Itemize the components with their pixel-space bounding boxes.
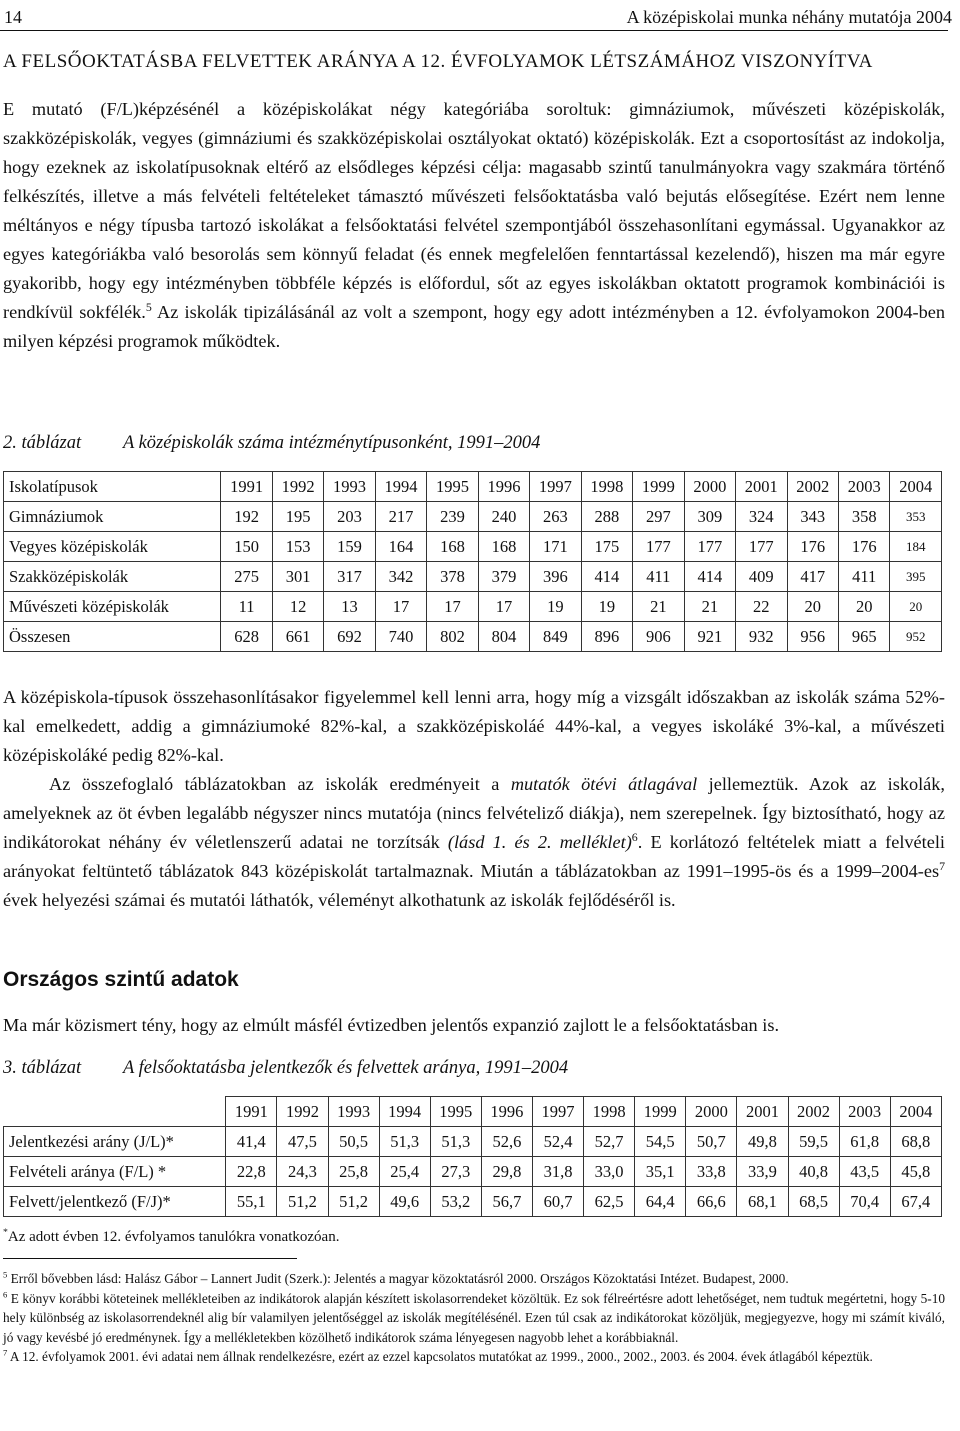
table-cell: 184 (890, 532, 942, 562)
footnote-text: A 12. évfolyamok 2001. évi adatai nem állnak rendelkezésre, ezért az ezzel kapcsolatos mutatókat az 1999., 2000., 2002., 2003. és 2004. évek átlagából képeztük. (9, 1349, 873, 1364)
footnote-number: 6 (3, 1289, 8, 1300)
column-header-year: 1995 (427, 472, 478, 502)
table-cell: 288 (581, 502, 632, 532)
table-cell: 379 (478, 562, 529, 592)
note-text: Az adott évben 12. évfolyamos tanulókra vonatkozóan. (7, 1229, 340, 1245)
column-header-label: Iskolatípusok (4, 472, 221, 502)
row-label: Művészeti középiskolák (4, 592, 221, 622)
table-cell: 51,3 (379, 1127, 430, 1157)
table-row (4, 1127, 942, 1157)
table-cell: 35,1 (635, 1157, 686, 1187)
table-cell: 195 (272, 502, 323, 532)
table-cell: 21 (633, 592, 684, 622)
column-header-year: 1998 (581, 472, 632, 502)
table-cell: 17 (478, 592, 529, 622)
table-cell: 45,8 (890, 1157, 941, 1187)
table-cell: 932 (736, 622, 787, 652)
table-cell: 176 (787, 532, 838, 562)
table-cell: 56,7 (481, 1187, 532, 1217)
footnote-text: Erről bővebben lásd: Halász Gábor – Lannert Judit (Szerk.): Jelentés a magyar közoktatásról 2000. Országos Közoktatási Intézet. Budapest, 2000. (10, 1271, 789, 1286)
emphasis-text: (lásd 1. és 2. melléklet) (447, 832, 632, 852)
column-header-year: 1998 (584, 1097, 635, 1127)
table-cell: 906 (633, 622, 684, 652)
paragraph-text: évek helyezési számai és mutatói láthatók, véleményt alkothatunk az iskolák fejlődéséről is. (3, 890, 676, 910)
table-cell: 849 (530, 622, 581, 652)
table-cell: 19 (581, 592, 632, 622)
footnote-ref-5: 5 (145, 299, 152, 314)
column-header-year: 2002 (787, 472, 838, 502)
table-cell: 66,6 (686, 1187, 737, 1217)
paragraph-summary-tables (3, 770, 945, 915)
table-cell: 51,2 (277, 1187, 328, 1217)
paragraph-text: A középiskola-típusok összehasonlításakor figyelemmel kell lenni arra, hogy míg a vizsgált időszakban az iskolák száma 52%-kal emelkedett, addig a gimnáziumoké 82%-kal, a szakközépiskoláé 44%-kal, a vegyes iskoláké 3%-kal, a művészeti középiskoláké pedig 82%-kal. (3, 687, 945, 765)
column-header-year: 2002 (788, 1097, 839, 1127)
footnote-text: E könyv korábbi köteteinek mellékleteiben az indikátorok alapján készített iskolasorrendeket közöltük. Ez sok félreértésre adott lehetőséget, nem tudtuk megértetni, hogy 5-10 hely különbség az iskolasorrendeknél alig bír valamilyen jelentőséggel az iskolák megítélésénél. Ezen túl csak az indikátorokat közöljük, megjegyezve, hogy mi számít kiváló, jó vagy kevésbé jó eredménynek. Így a mellékletekben közölhető indikátorok száma lényegesen nagyobb lehet a korábbiaknál. (3, 1290, 946, 1345)
table-cell: 68,1 (737, 1187, 788, 1217)
table-cell: 804 (478, 622, 529, 652)
table-cell: 309 (684, 502, 735, 532)
table-row (4, 622, 942, 652)
column-header-year: 1996 (478, 472, 529, 502)
footnote-number: 5 (3, 1269, 8, 1280)
table-cell: 965 (838, 622, 889, 652)
column-header-year: 2004 (890, 1097, 941, 1127)
row-label: Szakközépiskolák (4, 562, 221, 592)
table-header-row (4, 1097, 942, 1127)
column-header-year: 2000 (686, 1097, 737, 1127)
row-label: Jelentkezési arány (J/L)* (4, 1127, 226, 1157)
column-header-year: 1997 (532, 1097, 583, 1127)
table-cell: 240 (478, 502, 529, 532)
table-cell: 33,9 (737, 1157, 788, 1187)
table-cell: 203 (324, 502, 375, 532)
table-cell: 24,3 (277, 1157, 328, 1187)
table-cell: 43,5 (839, 1157, 890, 1187)
column-header-year: 2001 (736, 472, 787, 502)
table-cell: 921 (684, 622, 735, 652)
table-cell: 22,8 (226, 1157, 277, 1187)
table-row (4, 502, 942, 532)
table-cell: 47,5 (277, 1127, 328, 1157)
table-cell: 417 (787, 562, 838, 592)
paragraph-text: Az összefoglaló táblázatokban az iskolák eredményeit a (49, 774, 511, 794)
table-cell: 409 (736, 562, 787, 592)
row-label: Felvételi aránya (F/L) * (4, 1157, 226, 1187)
table-cell: 50,7 (686, 1127, 737, 1157)
section-heading: Országos szintű adatok (3, 968, 239, 991)
table-cell: 952 (890, 622, 942, 652)
row-label: Gimnáziumok (4, 502, 221, 532)
table-cell: 317 (324, 562, 375, 592)
table-cell: 11 (221, 592, 272, 622)
paragraph-text: Az iskolák tipizálásánál az volt a szempont, hogy egy adott intézményben a 12. évfolyamokon 2004-ben milyen képzési programok működtek. (3, 302, 945, 351)
table-cell: 55,1 (226, 1187, 277, 1217)
emphasis-text: mutatók ötévi átlagával (510, 774, 698, 794)
table-cell: 150 (221, 532, 272, 562)
table-cell: 411 (633, 562, 684, 592)
table-cell: 31,8 (532, 1157, 583, 1187)
section-title: A FELSŐOKTATÁSBA FELVETTEK ARÁNYA A 12. ÉVFOLYAMOK LÉTSZÁMÁHOZ VISZONYÍTVA (3, 51, 873, 72)
table-cell: 20 (787, 592, 838, 622)
table-cell: 70,4 (839, 1187, 890, 1217)
table-cell: 64,4 (635, 1187, 686, 1217)
running-title: A középiskolai munka néhány mutatója 2004 (626, 7, 952, 27)
column-header-year: 1996 (481, 1097, 532, 1127)
note-marker: * (3, 1227, 8, 1238)
table-cell: 52,6 (481, 1127, 532, 1157)
table-cell: 343 (787, 502, 838, 532)
column-header-label (4, 1097, 226, 1127)
column-header-year: 1991 (226, 1097, 277, 1127)
table-cell: 177 (736, 532, 787, 562)
running-header (4, 0, 952, 28)
table-cell: 177 (684, 532, 735, 562)
table-cell: 33,8 (686, 1157, 737, 1187)
table-cell: 153 (272, 532, 323, 562)
table-cell: 60,7 (532, 1187, 583, 1217)
footnote (3, 1269, 945, 1289)
row-label: Felvett/jelentkező (F/J)* (4, 1187, 226, 1217)
column-header-year: 1997 (530, 472, 581, 502)
table-cell: 192 (221, 502, 272, 532)
footnote-ref-7: 7 (939, 858, 945, 873)
table2-caption-title: A középiskolák száma intézménytípusonként, 1991–2004 (123, 433, 541, 453)
table-cell: 301 (272, 562, 323, 592)
table-cell: 956 (787, 622, 838, 652)
table-cell: 22 (736, 592, 787, 622)
paragraph-text: jellemeztük. Azok az iskolák, amelyeknek az öt évben legalább négyszer nincs mutatója (nincs felvételiző diákja), nem szerepelnek. Így biztosítható, hogy az indikátorokat néhány év véletlenszerű adatai ne torzítsák (3, 774, 945, 852)
footnote (3, 1347, 945, 1367)
table-cell: 17 (375, 592, 426, 622)
table-cell: 217 (375, 502, 426, 532)
table-cell: 62,5 (584, 1187, 635, 1217)
table-cell: 21 (684, 592, 735, 622)
table-row (4, 592, 942, 622)
table-cell: 661 (272, 622, 323, 652)
table-cell: 50,5 (328, 1127, 379, 1157)
column-header-year: 1999 (635, 1097, 686, 1127)
table-cell: 263 (530, 502, 581, 532)
paragraph-text: Ma már közismert tény, hogy az elmúlt másfél évtizedben jelentős expanzió zajlott le a felsőoktatásban is. (3, 1015, 780, 1035)
table-cell: 324 (736, 502, 787, 532)
table-cell: 49,6 (379, 1187, 430, 1217)
column-header-year: 1993 (324, 472, 375, 502)
table-cell: 164 (375, 532, 426, 562)
footnotes (3, 1269, 945, 1367)
table-cell: 692 (324, 622, 375, 652)
table-cell: 59,5 (788, 1127, 839, 1157)
column-header-year: 1991 (221, 472, 272, 502)
table-cell: 29,8 (481, 1157, 532, 1187)
table-cell: 54,5 (635, 1127, 686, 1157)
column-header-year: 1994 (379, 1097, 430, 1127)
table-cell: 395 (890, 562, 942, 592)
table-cell: 41,4 (226, 1127, 277, 1157)
table-cell: 168 (478, 532, 529, 562)
column-header-year: 2000 (684, 472, 735, 502)
table-cell: 67,4 (890, 1187, 941, 1217)
table-cell: 353 (890, 502, 942, 532)
table-application-ratios (3, 1096, 942, 1217)
column-header-year: 2004 (890, 472, 942, 502)
row-label: Vegyes középiskolák (4, 532, 221, 562)
table-cell: 25,8 (328, 1157, 379, 1187)
column-header-year: 2003 (838, 472, 889, 502)
table-cell: 52,7 (584, 1127, 635, 1157)
page-number: 14 (4, 7, 22, 27)
table-cell: 53,2 (430, 1187, 481, 1217)
column-header-year: 1993 (328, 1097, 379, 1127)
table-school-counts (3, 471, 942, 652)
table-cell: 40,8 (788, 1157, 839, 1187)
table3-caption (3, 1058, 568, 1079)
table-cell: 168 (427, 532, 478, 562)
footnote (3, 1289, 945, 1348)
table-cell: 27,3 (430, 1157, 481, 1187)
table-cell: 25,4 (379, 1157, 430, 1187)
table-row (4, 1157, 942, 1187)
column-header-year: 2001 (737, 1097, 788, 1127)
table-cell: 20 (838, 592, 889, 622)
table-cell: 297 (633, 502, 684, 532)
table-cell: 171 (530, 532, 581, 562)
table-cell: 239 (427, 502, 478, 532)
table-cell: 342 (375, 562, 426, 592)
table-cell: 20 (890, 592, 942, 622)
footnote-number: 7 (3, 1347, 8, 1358)
table-cell: 49,8 (737, 1127, 788, 1157)
table3-note (3, 1229, 339, 1246)
column-header-year: 1999 (633, 472, 684, 502)
table-cell: 12 (272, 592, 323, 622)
table-cell: 414 (581, 562, 632, 592)
table-header-row (4, 472, 942, 502)
table3-caption-number: 3. táblázat (3, 1058, 82, 1078)
table-cell: 68,8 (890, 1127, 941, 1157)
table2-caption (3, 433, 540, 454)
footnote-rule (3, 1258, 297, 1259)
column-header-year: 2003 (839, 1097, 890, 1127)
table-row (4, 1187, 942, 1217)
table-cell: 61,8 (839, 1127, 890, 1157)
header-rule (0, 30, 948, 31)
paragraph-comparison (3, 683, 945, 770)
column-header-year: 1995 (430, 1097, 481, 1127)
table3-caption-title: A felsőoktatásba jelentkezők és felvettek aránya, 1991–2004 (123, 1058, 569, 1078)
table-row (4, 562, 942, 592)
table-cell: 896 (581, 622, 632, 652)
paragraph-text: E mutató (F/L)képzésénél a középiskolákat négy kategóriába soroltuk: gimnáziumok, művészeti középiskolák, szakközépiskolák, vegyes (gimnáziumi és szakközépiskolai osztályokat oktató) középiskolák. Ezt a csoportosítást az indokolja, hogy ezeknek az iskolatípusoknak eltérő az elsődleges képzési célja: magasabb szintű tanulmányokra vagy szakmára történő felkészítés, illetve a más felvételi feltételeket támasztó művészeti felsőoktatásba való bejutás elősegítése. Ezért nem lenne méltányos e négy típusba tartozó iskolákat a felsőoktatási felvétel szempontjából összehasonlítani egymással. Ugyanakkor az egyes kategóriákba való besorolás sem könnyű feladat (és ennek megfelelően fenntartással kezelendő), hiszen ma már egyre gyakoribb, hogy egy intézményben többféle képzés is előfordul, sőt az egyes iskolákban oktatott programok kombinációi is rendkívül sokfélék. (3, 99, 945, 322)
table-cell: 17 (427, 592, 478, 622)
table-cell: 378 (427, 562, 478, 592)
table-cell: 177 (633, 532, 684, 562)
footnote-ref-6: 6 (631, 829, 638, 844)
table-cell: 51,2 (328, 1187, 379, 1217)
column-header-year: 1992 (277, 1097, 328, 1127)
table-cell: 175 (581, 532, 632, 562)
table2-caption-number: 2. táblázat (3, 433, 82, 453)
column-header-year: 1992 (272, 472, 323, 502)
table-cell: 159 (324, 532, 375, 562)
table-cell: 51,3 (430, 1127, 481, 1157)
table-cell: 628 (221, 622, 272, 652)
table-cell: 52,4 (532, 1127, 583, 1157)
table-cell: 33,0 (584, 1157, 635, 1187)
table-cell: 176 (838, 532, 889, 562)
table-cell: 275 (221, 562, 272, 592)
paragraph-text: . E korlátozó feltételek miatt a felvételi arányokat feltüntető táblázatok 843 középiskolát tartalmaznak. Miután a táblázatokban az 1991–1995-ös és a 1999–2004-es (3, 832, 946, 881)
table-cell: 396 (530, 562, 581, 592)
table-cell: 13 (324, 592, 375, 622)
table-cell: 19 (530, 592, 581, 622)
table-row (4, 532, 942, 562)
column-header-year: 1994 (375, 472, 426, 502)
row-label: Összesen (4, 622, 221, 652)
table-cell: 802 (427, 622, 478, 652)
table-cell: 358 (838, 502, 889, 532)
paragraph-school-categories (3, 95, 945, 356)
table-cell: 411 (838, 562, 889, 592)
table-cell: 414 (684, 562, 735, 592)
table-cell: 68,5 (788, 1187, 839, 1217)
paragraph-expansion (3, 1011, 945, 1040)
table-cell: 740 (375, 622, 426, 652)
